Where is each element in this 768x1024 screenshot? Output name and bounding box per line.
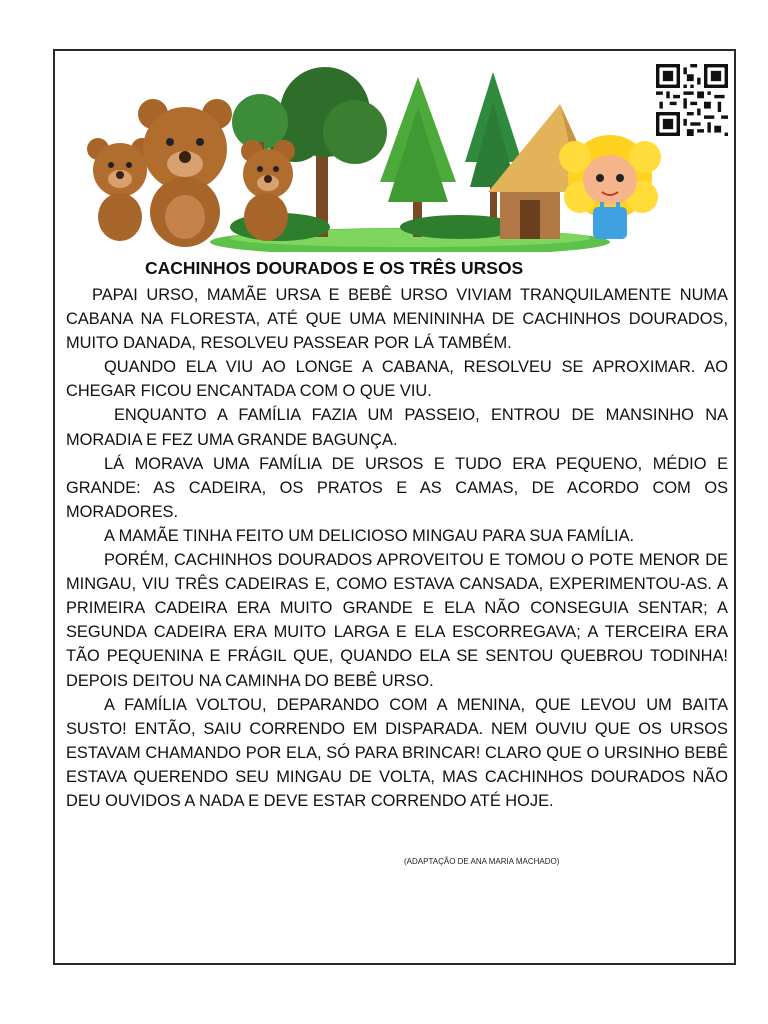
goldilocks-icon [559, 135, 661, 239]
story-body [66, 283, 728, 813]
story-paragraph: QUANDO ELA VIU AO LONGE A CABANA, RESOLVEU SE APROXIMAR. AO CHEGAR FICOU ENCANTADA COM O QUE VIU. [66, 358, 728, 401]
story-title-text: CACHINHOS DOURADOS E OS TRÊS URSOS [145, 258, 524, 278]
adaptation-credit: (ADAPTAÇÃO DE ANA MARIA MACHADO) [404, 857, 560, 866]
story-paragraph: ENQUANTO A FAMÍLIA FAZIA UM PASSEIO, ENTROU DE MANSINHO NA MORADIA E FEZ UMA GRANDE BAGUNÇA. [66, 406, 728, 449]
story-paragraph: PAPAI URSO, MAMÃE URSA E BEBÊ URSO VIVIAM TRANQUILAMENTE NUMA CABANA NA FLORESTA, ATÉ QUE UMA MENININHA DE CACHINHOS DOURADOS, MUITO DANADA, RESOLVEU PASSEAR POR LÁ TAMBÉM. [66, 286, 728, 353]
story-illustration [80, 52, 670, 252]
story-paragraph: LÁ MORAVA UMA FAMÍLIA DE URSOS E TUDO ERA PEQUENO, MÉDIO E GRANDE: AS CADEIRA, OS PRATOS E AS CAMAS, DE ACORDO COM OS MORADORES. [66, 454, 728, 521]
story-paragraph: PORÉM, CACHINHOS DOURADOS APROVEITOU E TOMOU O POTE MENOR DE MINGAU, VIU TRÊS CADEIRAS E, COMO ESTAVA CANSADA, EXPERIMENTOU-AS. A PRIMEIRA CADEIRA ERA MUITO GRANDE E ELA NÃO CONSEGUIA SENTAR; A SEGUNDA CADEIRA ERA MUITO LARGA E ELA ESCORREGAVA; A TERCEIRA ERA TÃO PEQUENINA E FRÁGIL QUE, QUANDO ELA SE SENTOU QUEBROU TODINHA! DEPOIS DEITOU NA CAMINHA DO BEBÊ URSO. [66, 551, 728, 690]
story-paragraph: A FAMÍLIA VOLTOU, DEPARANDO COM A MENINA, QUE LEVOU UM BAITA SUSTO! ENTÃO, SAIU CORRENDO EM DISPARADA. NEM OUVIU QUE OS URSOS ESTAVAM CHAMANDO POR ELA, SÓ PARA BRINCAR! CLARO QUE O URSINHO BEBÊ ESTAVA QUERENDO SEU MINGAU DE VOLTA, MAS CACHINHOS DOURADOS NÃO DEU OUVIDOS A NADA E DEVE ESTAR CORRENDO ATÉ HOJE. [66, 695, 728, 810]
story-paragraph: A MAMÃE TINHA FEITO UM DELICIOSO MINGAU PARA SUA FAMÍLIA. [104, 526, 635, 545]
qr-code-icon[interactable] [656, 64, 728, 136]
